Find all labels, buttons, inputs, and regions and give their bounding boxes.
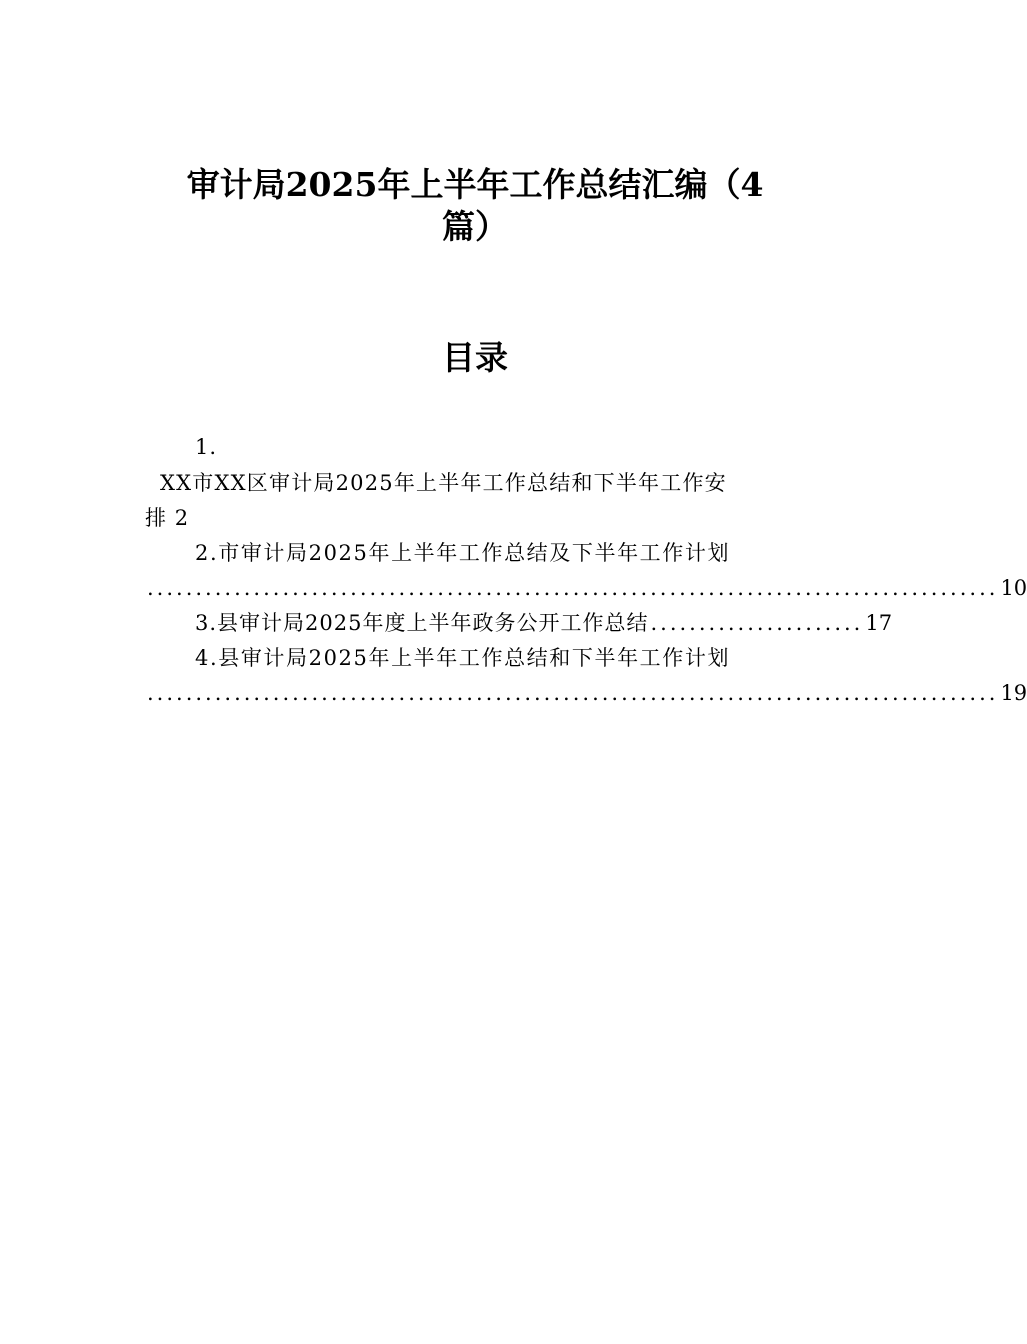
toc-entry-3-title: 3.县审计局2025年度上半年政务公开工作总结 bbox=[195, 611, 649, 635]
toc-entry-1-title[interactable]: XX市XX区审计局2025年上半年工作总结和下半年工作安 bbox=[160, 471, 727, 495]
toc-entry-1-continuation[interactable] bbox=[145, 501, 805, 535]
toc-entry-1-title-end: 排 bbox=[145, 506, 167, 530]
toc-entry-3-page: 17 bbox=[865, 611, 893, 635]
toc-entry-4-page: 19 bbox=[1000, 681, 1027, 705]
toc-entry-3[interactable] bbox=[195, 606, 893, 640]
toc-entry-2-dots: ........................................................................................ bbox=[147, 576, 999, 600]
document-title-line-2: 篇） bbox=[442, 207, 508, 246]
toc-entry-2-leader[interactable] bbox=[145, 571, 1027, 605]
toc-entry-2-title[interactable]: 2.市审计局2025年上半年工作总结及下半年工作计划 bbox=[195, 541, 731, 565]
toc-entry-4-dots: ........................................................................................ bbox=[147, 681, 999, 705]
toc-entry-4-leader[interactable] bbox=[145, 676, 1027, 710]
document-title-line-1: 审计局2025年上半年工作总结汇编（4 bbox=[186, 165, 764, 204]
toc-entry-3-dots: ...................... bbox=[650, 611, 864, 635]
toc-heading: 目录 bbox=[442, 338, 508, 377]
toc-entry-2-page: 10 bbox=[1000, 576, 1027, 600]
toc-entry-1-page: 2 bbox=[174, 506, 190, 530]
toc-entry-4-title[interactable]: 4.县审计局2025年上半年工作总结和下半年工作计划 bbox=[195, 646, 731, 670]
toc-entry-1-number[interactable]: 1. bbox=[195, 435, 218, 459]
